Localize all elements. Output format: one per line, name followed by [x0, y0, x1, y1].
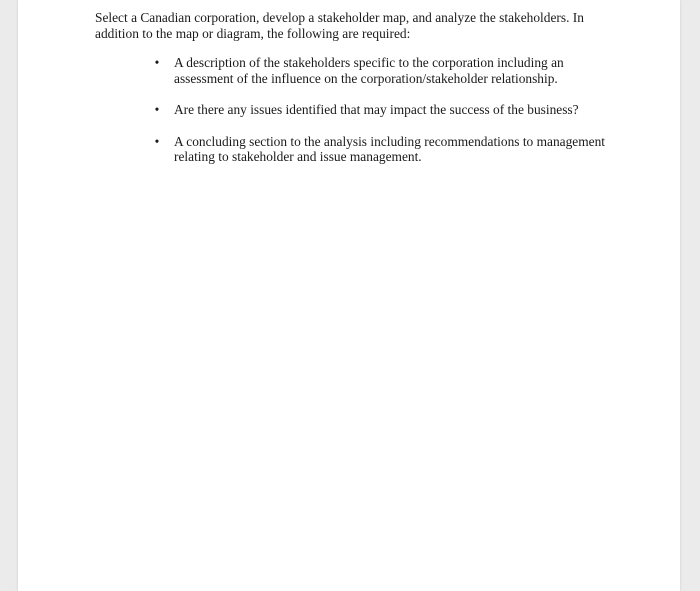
bullet-icon: • — [154, 133, 160, 149]
bullet-icon: • — [154, 102, 160, 117]
list-item — [152, 55, 622, 86]
bullet-icon: • — [154, 55, 160, 70]
document-page — [18, 0, 680, 591]
list-item-text: A concluding section to the analysis including recommendations to management relating to stakeholder and issue management. — [174, 133, 606, 164]
list-item-text: A description of the stakeholders specific to the corporation including an assessment of the influence on the corporation/stakeholder relationship. — [174, 55, 564, 86]
list-item — [152, 102, 622, 118]
intro-paragraph: Select a Canadian corporation, develop a stakeholder map, and analyze the stakeholders. In addition to the map or diagram, the following are required: — [95, 10, 584, 41]
list-item-text: Are there any issues identified that may impact the success of the business? — [174, 102, 579, 117]
requirements-list — [152, 55, 622, 165]
list-item — [152, 134, 622, 165]
